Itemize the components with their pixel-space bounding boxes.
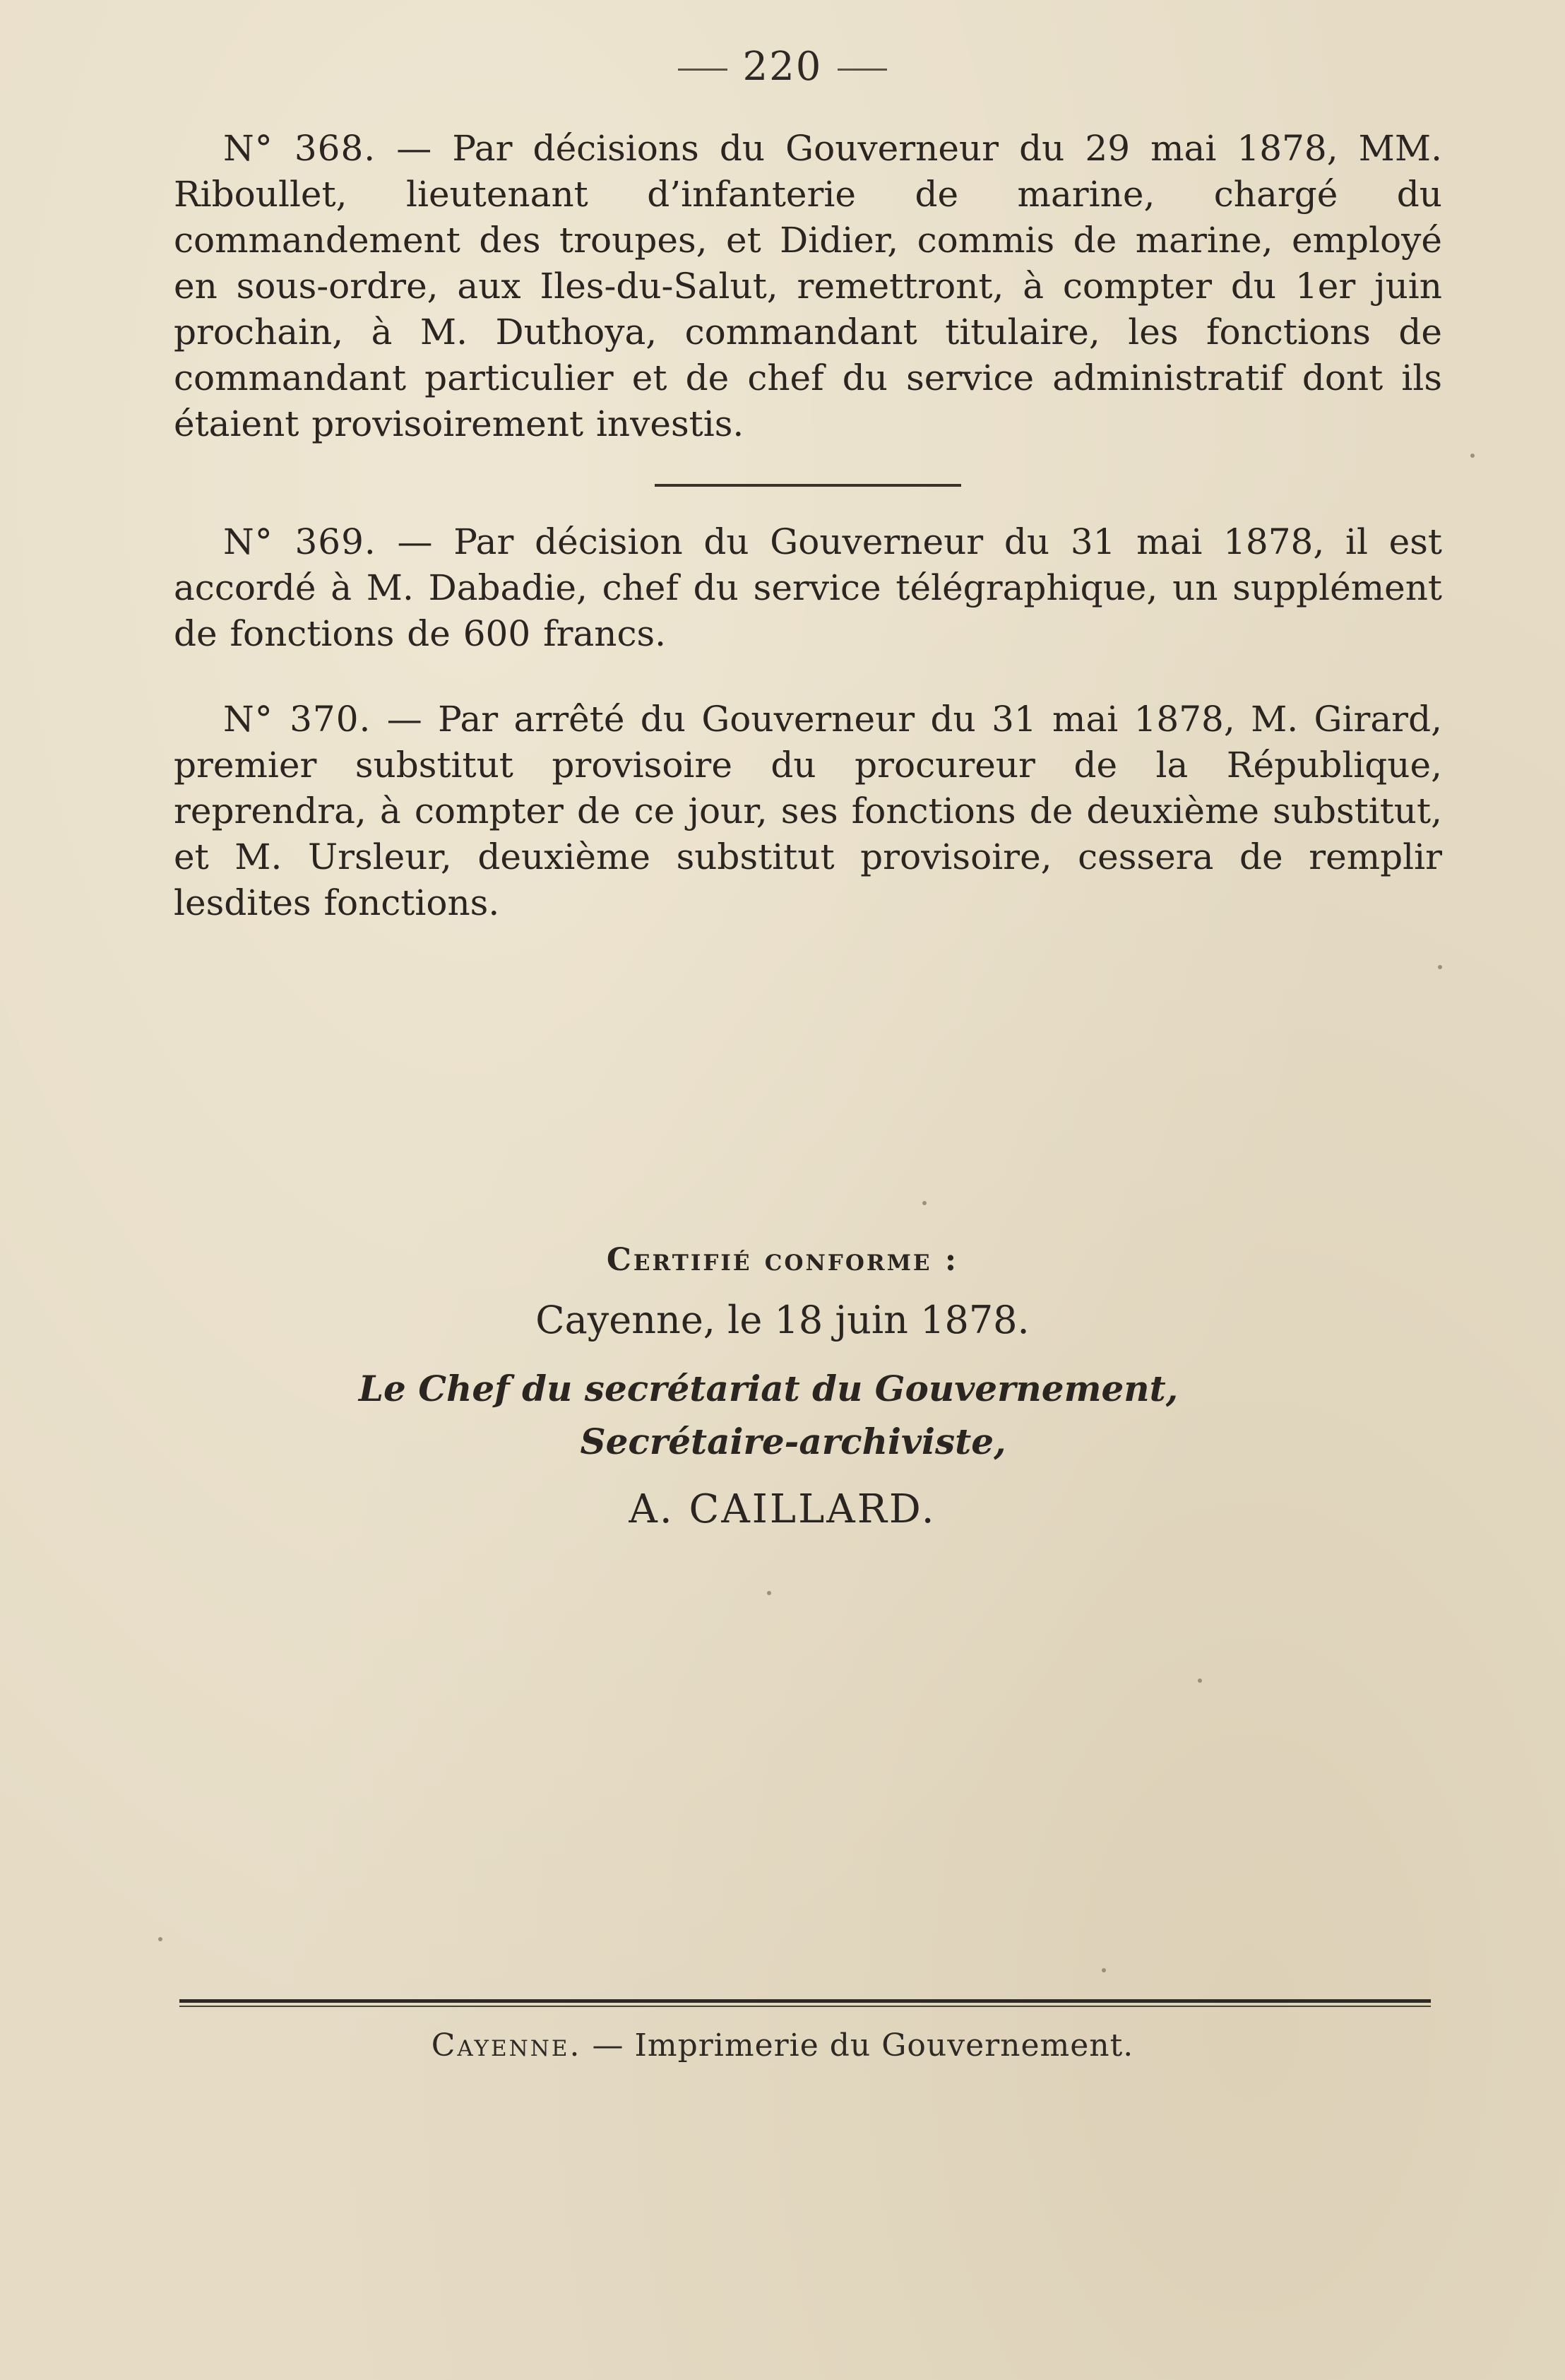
- imprint-line: [0, 2027, 1565, 2064]
- paper-speck: [1102, 1968, 1106, 1972]
- decision-number: N° 368.: [223, 128, 376, 169]
- paper-speck: [1198, 1679, 1202, 1683]
- decision-text: — Par arrêté du Gouverneur du 31 mai 1878, M. Girard, premier substitut provisoire du procureur de la République, reprendra, à compter de ce jour, ses fonctions de deuxième substitut, et M. Ursleur, deuxième substitut provisoire, cessera de remplir lesdites fonctions.: [174, 699, 1442, 923]
- page-number-text: 220: [742, 44, 823, 90]
- footer-rule-thin: [179, 2006, 1431, 2007]
- paper-speck: [767, 1591, 771, 1595]
- section-separator: [655, 484, 961, 487]
- certification-signature: A. CAILLARD.: [629, 1486, 936, 1532]
- paper-speck: [922, 1201, 927, 1205]
- imprint-printer: — Imprimerie du Gouvernement.: [592, 2027, 1134, 2064]
- paper-speck: [158, 1937, 162, 1941]
- page-number-dash-right: [838, 69, 887, 71]
- decisions-body: [174, 126, 1442, 926]
- decision-text: — Par décision du Gouverneur du 31 mai 1878, il est accordé à M. Dabadie, chef du service télégraphique, un supplément de fonctions de 600 francs.: [174, 521, 1443, 654]
- decision-370: [174, 697, 1442, 926]
- footer-rule-thick: [179, 1999, 1431, 2003]
- footer-rule: [179, 1999, 1431, 2006]
- certification-place-date: Cayenne, le 18 juin 1878.: [535, 1298, 1030, 1342]
- certification-chief-title: Le Chef du secrétariat du Gouvernement,: [358, 1368, 1179, 1409]
- decision-369: [174, 519, 1442, 657]
- decision-number: N° 370.: [223, 699, 371, 740]
- page-number-dash-left: [678, 69, 727, 71]
- decision-368: [174, 126, 1442, 447]
- imprint-place: Cayenne.: [431, 2027, 582, 2064]
- page-number: [0, 44, 1565, 90]
- paper-speck: [1438, 965, 1442, 969]
- certification-heading: Certifié conforme :: [606, 1242, 959, 1278]
- certification-block: [0, 1242, 1565, 1532]
- paper-speck: [1470, 454, 1475, 458]
- certification-role: Secrétaire-archiviste,: [580, 1421, 1006, 1462]
- decision-number: N° 369.: [223, 521, 376, 562]
- decision-text: — Par décisions du Gouverneur du 29 mai 1878, MM. Riboullet, lieutenant d’infanterie de marine, chargé du commandement des troupes, et Didier, commis de marine, employé en sous-ordre, aux Iles-du-Salut, remettront, à compter du 1er juin prochain, à M. Duthoya, commandant titulaire, les fonctions de commandant particulier et de chef du service administratif dont ils étaient provisoirement investis.: [174, 128, 1442, 444]
